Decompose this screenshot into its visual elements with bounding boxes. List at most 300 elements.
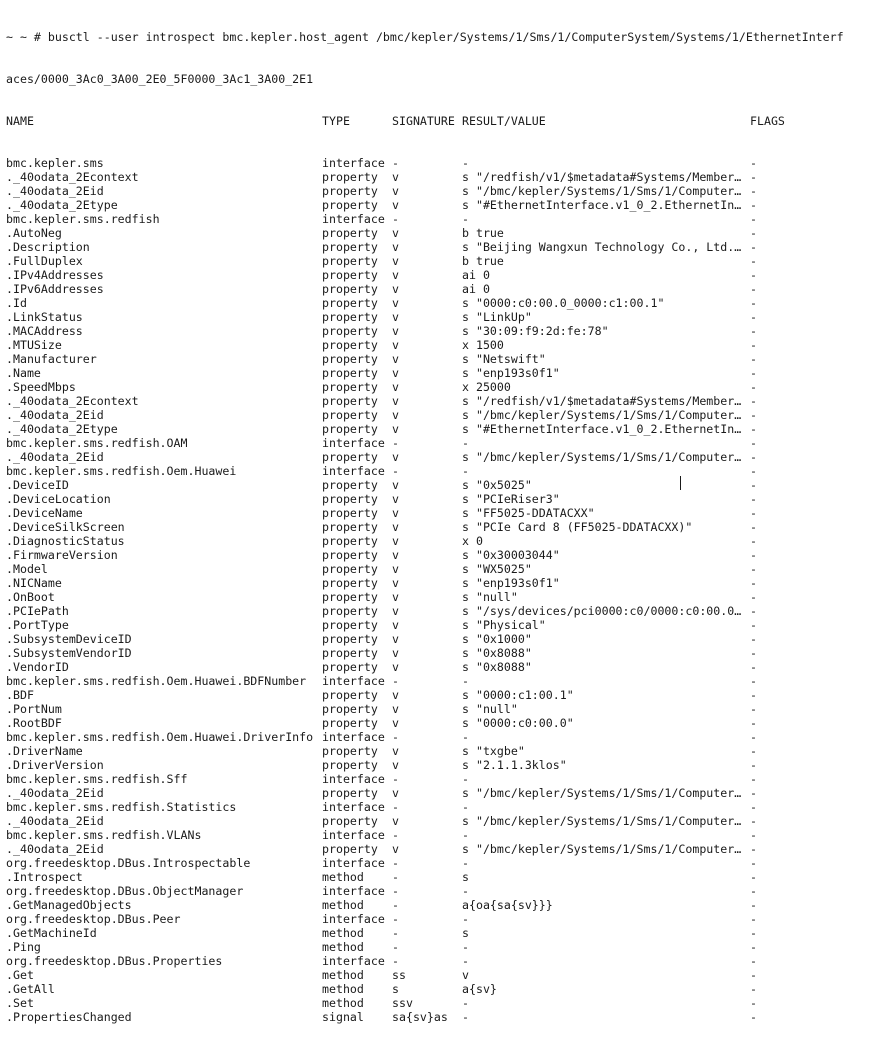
table-row — [6, 828, 866, 842]
row-type: property — [322, 842, 378, 856]
row-result: s "/redfish/v1/$metadata#Systems/Member… — [462, 394, 742, 408]
row-flags: - — [750, 268, 757, 282]
row-result: - — [462, 912, 469, 926]
row-name: bmc.kepler.sms.redfish.Oem.Huawei.DriverInfo — [6, 730, 314, 744]
row-result: - — [462, 940, 469, 954]
terminal-output[interactable] — [6, 2, 866, 1038]
table-row — [6, 324, 866, 338]
row-result: s "Physical" — [462, 618, 546, 632]
row-type: interface — [322, 156, 385, 170]
row-signature: - — [392, 912, 399, 926]
row-flags: - — [750, 562, 757, 576]
table-row — [6, 506, 866, 520]
row-name: .AutoNeg — [6, 226, 62, 240]
row-signature: v — [392, 282, 399, 296]
table-row — [6, 338, 866, 352]
row-flags: - — [750, 744, 757, 758]
row-name: .DriverName — [6, 744, 83, 758]
table-row — [6, 814, 866, 828]
row-signature: v — [392, 534, 399, 548]
table-row — [6, 730, 866, 744]
row-name: bmc.kepler.sms.redfish.VLANs — [6, 828, 202, 842]
row-result: b true — [462, 254, 504, 268]
row-signature: v — [392, 296, 399, 310]
row-result: s "PCIe Card 8 (FF5025-DDATACXX)" — [462, 520, 693, 534]
row-flags: - — [750, 548, 757, 562]
row-flags: - — [750, 814, 757, 828]
table-row — [6, 184, 866, 198]
table-row — [6, 646, 866, 660]
row-signature: v — [392, 198, 399, 212]
row-name: ._40odata_2Eid — [6, 184, 104, 198]
row-name: .Id — [6, 296, 27, 310]
row-signature: - — [392, 674, 399, 688]
row-type: interface — [322, 436, 385, 450]
row-result: s — [462, 926, 469, 940]
row-type: property — [322, 590, 378, 604]
row-signature: v — [392, 380, 399, 394]
row-type: property — [322, 702, 378, 716]
row-signature: v — [392, 226, 399, 240]
table-row — [6, 898, 866, 912]
row-result: s "FF5025-DDATACXX" — [462, 506, 595, 520]
row-result: ai 0 — [462, 282, 490, 296]
row-signature: v — [392, 366, 399, 380]
row-name: bmc.kepler.sms — [6, 156, 104, 170]
row-type: property — [322, 254, 378, 268]
row-name: .FullDuplex — [6, 254, 83, 268]
row-flags: - — [750, 576, 757, 590]
table-row — [6, 856, 866, 870]
row-name: bmc.kepler.sms.redfish.Statistics — [6, 800, 237, 814]
row-type: interface — [322, 884, 385, 898]
row-flags: - — [750, 240, 757, 254]
row-type: method — [322, 968, 364, 982]
row-result: s "2.1.1.3klos" — [462, 758, 567, 772]
row-name: bmc.kepler.sms.redfish.Oem.Huawei.BDFNumber — [6, 674, 307, 688]
row-name: .Manufacturer — [6, 352, 97, 366]
row-name: .DeviceSilkScreen — [6, 520, 125, 534]
row-signature: v — [392, 688, 399, 702]
table-row — [6, 548, 866, 562]
row-name: .PortNum — [6, 702, 62, 716]
row-flags: - — [750, 758, 757, 772]
row-signature: - — [392, 926, 399, 940]
row-result: - — [462, 884, 469, 898]
table-row — [6, 632, 866, 646]
row-name: .Ping — [6, 940, 41, 954]
row-type: property — [322, 786, 378, 800]
row-signature: v — [392, 492, 399, 506]
table-row — [6, 310, 866, 324]
row-signature: - — [392, 212, 399, 226]
row-type: property — [322, 226, 378, 240]
row-result: - — [462, 996, 469, 1010]
row-flags: - — [750, 982, 757, 996]
row-result: s "LinkUp" — [462, 310, 532, 324]
row-result: a{oa{sa{sv}}} — [462, 898, 553, 912]
row-signature: v — [392, 240, 399, 254]
row-flags: - — [750, 632, 757, 646]
row-flags: - — [750, 212, 757, 226]
row-signature: v — [392, 786, 399, 800]
row-result: s "/sys/devices/pci0000:c0/0000:c0:00.0… — [462, 604, 742, 618]
row-type: property — [322, 380, 378, 394]
row-flags: - — [750, 534, 757, 548]
row-result: - — [462, 436, 469, 450]
table-row — [6, 954, 866, 968]
command-line: ~ ~ # busctl --user introspect bmc.kepler.host_agent /bmc/kepler/Systems/1/Sms/1/ComputerSystem/Systems/1/EthernetInterf — [6, 30, 844, 44]
table-row — [6, 394, 866, 408]
table-row — [6, 366, 866, 380]
row-type: interface — [322, 730, 385, 744]
row-flags: - — [750, 842, 757, 856]
table-row — [6, 590, 866, 604]
row-signature: ss — [392, 968, 406, 982]
row-signature: v — [392, 814, 399, 828]
row-result: s "PCIeRiser3" — [462, 492, 560, 506]
row-result: a{sv} — [462, 982, 497, 996]
row-flags: - — [750, 436, 757, 450]
row-name: org.freedesktop.DBus.Introspectable — [6, 856, 251, 870]
row-type: method — [322, 982, 364, 996]
row-type: property — [322, 646, 378, 660]
row-flags: - — [750, 884, 757, 898]
row-name: ._40odata_2Econtext — [6, 170, 139, 184]
row-flags: - — [750, 296, 757, 310]
row-signature: - — [392, 772, 399, 786]
row-flags: - — [750, 310, 757, 324]
row-signature: v — [392, 604, 399, 618]
row-flags: - — [750, 156, 757, 170]
row-result: s "Netswift" — [462, 352, 546, 366]
row-result: s "enp193s0f1" — [462, 576, 560, 590]
row-signature: - — [392, 898, 399, 912]
row-type: property — [322, 744, 378, 758]
row-type: signal — [322, 1010, 364, 1024]
row-flags: - — [750, 478, 757, 492]
row-flags: - — [750, 422, 757, 436]
table-row — [6, 1010, 866, 1024]
table-row — [6, 534, 866, 548]
row-name: .DiagnosticStatus — [6, 534, 125, 548]
row-signature: v — [392, 632, 399, 646]
row-type: method — [322, 926, 364, 940]
row-signature: v — [392, 548, 399, 562]
row-name: .NICName — [6, 576, 62, 590]
header-flags: FLAGS — [750, 114, 785, 128]
row-name: ._40odata_2Etype — [6, 422, 118, 436]
row-result: s "enp193s0f1" — [462, 366, 560, 380]
row-signature: - — [392, 940, 399, 954]
table-row — [6, 744, 866, 758]
row-name: .DriverVersion — [6, 758, 104, 772]
row-name: org.freedesktop.DBus.ObjectManager — [6, 884, 244, 898]
row-type: property — [322, 394, 378, 408]
row-result: - — [462, 156, 469, 170]
row-result: - — [462, 856, 469, 870]
table-row — [6, 618, 866, 632]
row-type: interface — [322, 954, 385, 968]
row-type: property — [322, 618, 378, 632]
row-type: property — [322, 688, 378, 702]
row-name: .SpeedMbps — [6, 380, 76, 394]
header-result: RESULT/VALUE — [462, 114, 546, 128]
row-name: .IPv6Addresses — [6, 282, 104, 296]
row-name: .OnBoot — [6, 590, 55, 604]
row-flags: - — [750, 450, 757, 464]
row-name: ._40odata_2Eid — [6, 842, 104, 856]
row-name: bmc.kepler.sms.redfish.Sff — [6, 772, 188, 786]
row-signature: v — [392, 310, 399, 324]
row-name: .SubsystemDeviceID — [6, 632, 132, 646]
table-row — [6, 884, 866, 898]
row-type: method — [322, 940, 364, 954]
row-result: s "/bmc/kepler/Systems/1/Sms/1/Computer… — [462, 842, 742, 856]
row-name: .GetMachineId — [6, 926, 97, 940]
row-flags: - — [750, 254, 757, 268]
row-type: interface — [322, 912, 385, 926]
row-flags: - — [750, 506, 757, 520]
row-type: interface — [322, 800, 385, 814]
row-flags: - — [750, 968, 757, 982]
row-flags: - — [750, 716, 757, 730]
row-result: - — [462, 1010, 469, 1024]
row-type: property — [322, 366, 378, 380]
row-type: property — [322, 296, 378, 310]
row-name: org.freedesktop.DBus.Peer — [6, 912, 181, 926]
row-type: property — [322, 422, 378, 436]
row-name: .GetManagedObjects — [6, 898, 132, 912]
row-signature: v — [392, 450, 399, 464]
row-result: - — [462, 730, 469, 744]
row-name: .Model — [6, 562, 48, 576]
row-result: s "0x5025" — [462, 478, 532, 492]
row-flags: - — [750, 408, 757, 422]
row-flags: - — [750, 1010, 757, 1024]
row-flags: - — [750, 856, 757, 870]
row-type: property — [322, 632, 378, 646]
row-type: property — [322, 170, 378, 184]
row-type: property — [322, 408, 378, 422]
row-name: .BDF — [6, 688, 34, 702]
row-name: .GetAll — [6, 982, 55, 996]
table-row — [6, 450, 866, 464]
row-name: ._40odata_2Eid — [6, 450, 104, 464]
header-type: TYPE — [322, 114, 350, 128]
row-signature: v — [392, 478, 399, 492]
row-result: - — [462, 954, 469, 968]
row-result: s "0000:c0:00.0_0000:c1:00.1" — [462, 296, 665, 310]
text-cursor — [680, 476, 681, 490]
table-row — [6, 198, 866, 212]
row-signature: v — [392, 646, 399, 660]
row-flags: - — [750, 352, 757, 366]
row-flags: - — [750, 996, 757, 1010]
row-type: property — [322, 506, 378, 520]
table-row — [6, 478, 866, 492]
row-result: b true — [462, 226, 504, 240]
row-signature: v — [392, 716, 399, 730]
table-row — [6, 282, 866, 296]
table-row — [6, 660, 866, 674]
row-name: .Get — [6, 968, 34, 982]
row-flags: - — [750, 338, 757, 352]
row-signature: ssv — [392, 996, 413, 1010]
row-signature: v — [392, 842, 399, 856]
row-signature: - — [392, 884, 399, 898]
row-name: .PCIePath — [6, 604, 69, 618]
table-row — [6, 996, 866, 1010]
row-type: property — [322, 338, 378, 352]
row-flags: - — [750, 618, 757, 632]
table-row — [6, 212, 866, 226]
row-flags: - — [750, 394, 757, 408]
row-signature: - — [392, 856, 399, 870]
table-row — [6, 240, 866, 254]
row-flags: - — [750, 730, 757, 744]
row-result: - — [462, 674, 469, 688]
row-signature: - — [392, 954, 399, 968]
row-flags: - — [750, 590, 757, 604]
table-row — [6, 926, 866, 940]
row-result: - — [462, 212, 469, 226]
row-flags: - — [750, 926, 757, 940]
table-row — [6, 226, 866, 240]
row-signature: v — [392, 590, 399, 604]
table-row — [6, 772, 866, 786]
table-row — [6, 940, 866, 954]
row-flags: - — [750, 772, 757, 786]
row-name: .VendorID — [6, 660, 69, 674]
row-signature: v — [392, 520, 399, 534]
row-signature: - — [392, 464, 399, 478]
table-row — [6, 800, 866, 814]
row-signature: - — [392, 828, 399, 842]
row-type: method — [322, 870, 364, 884]
row-type: property — [322, 478, 378, 492]
table-row — [6, 562, 866, 576]
row-type: interface — [322, 772, 385, 786]
table-row — [6, 758, 866, 772]
row-result: s "null" — [462, 590, 518, 604]
row-result: ai 0 — [462, 268, 490, 282]
row-name: .PropertiesChanged — [6, 1010, 132, 1024]
row-result: s "/redfish/v1/$metadata#Systems/Member… — [462, 170, 742, 184]
row-signature: v — [392, 618, 399, 632]
row-name: bmc.kepler.sms.redfish — [6, 212, 160, 226]
row-name: .Description — [6, 240, 90, 254]
row-type: property — [322, 492, 378, 506]
row-result: s "/bmc/kepler/Systems/1/Sms/1/Computer… — [462, 814, 742, 828]
row-name: bmc.kepler.sms.redfish.Oem.Huawei — [6, 464, 237, 478]
row-name: .DeviceName — [6, 506, 83, 520]
row-result: s "0x30003044" — [462, 548, 560, 562]
row-result: x 25000 — [462, 380, 511, 394]
row-name: ._40odata_2Eid — [6, 408, 104, 422]
row-signature: v — [392, 170, 399, 184]
row-signature: v — [392, 268, 399, 282]
row-result: - — [462, 772, 469, 786]
row-signature: sa{sv}as — [392, 1010, 448, 1024]
row-flags: - — [750, 940, 757, 954]
row-type: property — [322, 324, 378, 338]
row-result: x 0 — [462, 534, 483, 548]
table-row — [6, 786, 866, 800]
table-row — [6, 352, 866, 366]
command-line-continuation: aces/0000_3Ac0_3A00_2E0_5F0000_3Ac1_3A00_2E1 — [6, 72, 314, 86]
table-header — [6, 114, 866, 128]
table-row — [6, 296, 866, 310]
row-name: .RootBDF — [6, 716, 62, 730]
row-type: property — [322, 268, 378, 282]
row-flags: - — [750, 604, 757, 618]
row-result: s "Beijing Wangxun Technology Co., Ltd.… — [462, 240, 742, 254]
row-signature: v — [392, 352, 399, 366]
row-result: s "WX5025" — [462, 562, 532, 576]
row-signature: v — [392, 758, 399, 772]
row-signature: - — [392, 870, 399, 884]
row-flags: - — [750, 492, 757, 506]
row-flags: - — [750, 282, 757, 296]
row-type: method — [322, 898, 364, 912]
row-type: property — [322, 548, 378, 562]
row-flags: - — [750, 464, 757, 478]
table-row — [6, 422, 866, 436]
row-result: s "/bmc/kepler/Systems/1/Sms/1/Computer… — [462, 408, 742, 422]
row-type: property — [322, 562, 378, 576]
row-result: s "null" — [462, 702, 518, 716]
row-type: interface — [322, 856, 385, 870]
row-flags: - — [750, 800, 757, 814]
row-name: ._40odata_2Eid — [6, 814, 104, 828]
row-flags: - — [750, 702, 757, 716]
row-name: .Name — [6, 366, 41, 380]
row-signature: v — [392, 660, 399, 674]
row-type: property — [322, 604, 378, 618]
row-name: ._40odata_2Eid — [6, 786, 104, 800]
row-result: s "0000:c0:00.0" — [462, 716, 574, 730]
row-type: property — [322, 758, 378, 772]
row-result: s "/bmc/kepler/Systems/1/Sms/1/Computer… — [462, 786, 742, 800]
row-flags: - — [750, 870, 757, 884]
row-type: property — [322, 576, 378, 590]
row-result: s "0x8088" — [462, 646, 532, 660]
row-signature: v — [392, 254, 399, 268]
table-row — [6, 576, 866, 590]
row-name: org.freedesktop.DBus.Properties — [6, 954, 223, 968]
table-row — [6, 688, 866, 702]
row-name: .IPv4Addresses — [6, 268, 104, 282]
row-flags: - — [750, 646, 757, 660]
row-flags: - — [750, 170, 757, 184]
row-flags: - — [750, 660, 757, 674]
row-signature: v — [392, 324, 399, 338]
row-name: .Set — [6, 996, 34, 1010]
row-signature: - — [392, 730, 399, 744]
row-flags: - — [750, 380, 757, 394]
row-type: interface — [322, 828, 385, 842]
row-signature: - — [392, 436, 399, 450]
row-result: s "#EthernetInterface.v1_0_2.EthernetIn… — [462, 198, 742, 212]
row-result: - — [462, 464, 469, 478]
table-row — [6, 268, 866, 282]
row-flags: - — [750, 786, 757, 800]
row-name: ._40odata_2Etype — [6, 198, 118, 212]
row-flags: - — [750, 184, 757, 198]
table-body — [6, 156, 866, 1024]
table-row — [6, 380, 866, 394]
